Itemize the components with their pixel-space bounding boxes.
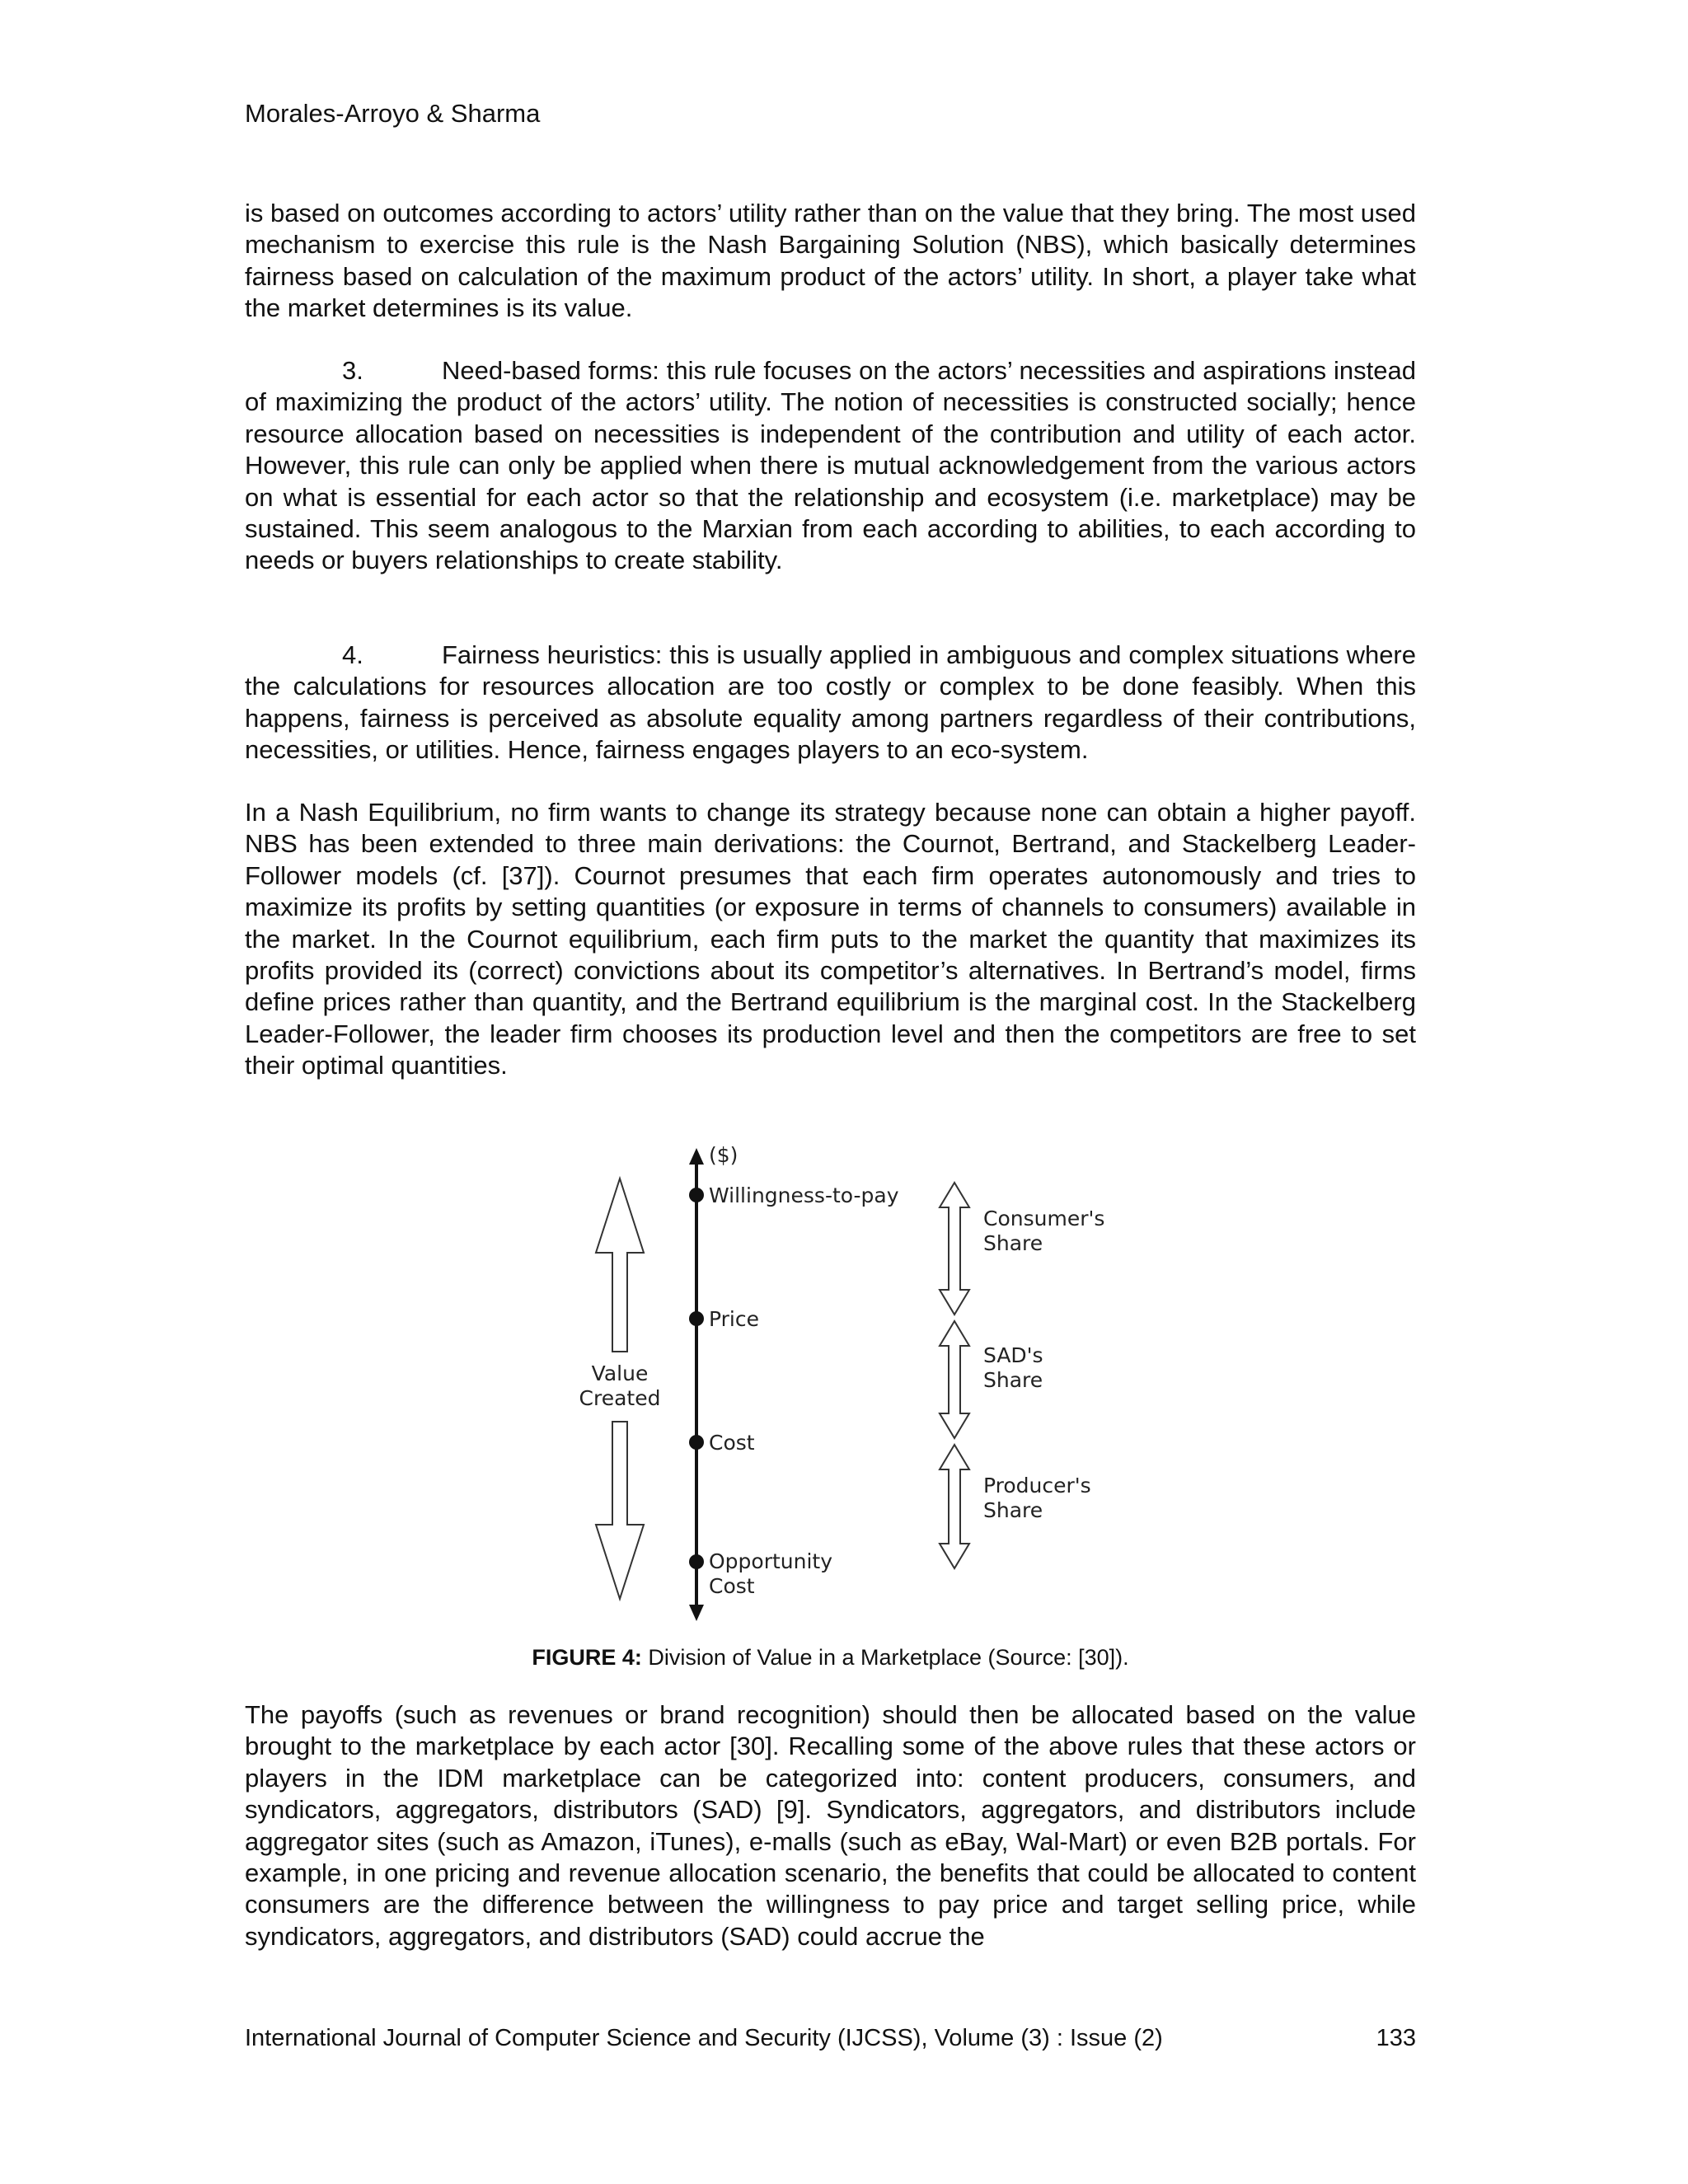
producer-share-label-line2: Share: [983, 1498, 1043, 1522]
value-created-label-line2: Created: [579, 1386, 661, 1410]
list-item-fairness-heuristics: [245, 640, 1416, 766]
label-opportunity-cost: Cost: [709, 1574, 755, 1598]
label-cost: Cost: [709, 1431, 755, 1455]
list-item-need-based: [245, 355, 1416, 577]
label-willingness-to-pay: Willingness-to-pay: [709, 1183, 899, 1207]
paragraph-nbs: is based on outcomes according to actors’ utility rather than on the value that they bring. The most used mechanism to exercise this rule is the Nash Bargaining Solution (NBS), which basically determines fairness based on calculation of the maximum product of the actors’ utility. In short, a player take what the market determines is its value.: [245, 199, 1416, 323]
point-price: [689, 1311, 704, 1326]
axis-arrow-up-icon: [689, 1148, 704, 1165]
consumer-share-label: Consumer's: [983, 1207, 1105, 1230]
producer-share-label: Producer's: [983, 1474, 1091, 1497]
value-created-arrow-up-icon: [596, 1179, 644, 1352]
label-opportunity: Opportunity: [709, 1549, 833, 1573]
producer-share-arrow-icon: [940, 1445, 969, 1568]
list-item-text: Need-based forms: this rule focuses on the actors’ necessities and aspirations instead of maximizing the product of the actors’ utility. The notion of necessities is constructed socially; hence resource allocation based on necessities is independent of the contribution and utility of each actor. However, this rule can only be applied when there is mutual acknowledgement from the various actors on what is essential for each actor so that the relationship and ecosystem (i.e. marketplace) may be sustained. This seem analogous to the Marxian from each according to abilities, to each according to needs or buyers relationships to create stability.: [245, 356, 1416, 575]
list-number: 3.: [342, 356, 363, 385]
point-opportunity-cost: [689, 1554, 704, 1569]
point-cost: [689, 1435, 704, 1450]
value-created-arrow-down-icon: [596, 1422, 644, 1599]
list-item-text: Fairness heuristics: this is usually applied in ambiguous and complex situations where the calculations for resources allocation are too costly or complex to be done feasibly. When this happens, fairness is perceived as absolute equality among partners regardless of their contributions, necessities, or utilities. Hence, fairness engages players to an eco-system.: [245, 640, 1416, 765]
consumer-share-label-line2: Share: [983, 1231, 1043, 1255]
sad-share-label: SAD's: [983, 1343, 1043, 1367]
value-division-diagram: [528, 1141, 1162, 1636]
journal-citation: International Journal of Computer Science and Security (IJCSS), Volume (3) : Issue (2): [245, 2025, 1163, 2051]
point-willingness-to-pay: [689, 1188, 704, 1202]
figure-caption: [245, 1643, 1416, 1672]
paragraph-payoffs: The payoffs (such as revenues or brand recognition) should then be allocated based on the value brought to the marketplace by each actor [30]. Recalling some of the above rules that these actors or players in the IDM marketplace can be categorized into: content producers, consumers, and syndicators, aggregators, distributors (SAD) [9]. Syndicators, aggregators, and distributors include aggregator sites (such as Amazon, iTunes), e-malls (such as eBay, Wal-Mart) or even B2B portals. For example, in one pricing and revenue allocation scenario, the benefits that could be allocated to content consumers are the difference between the willingness to pay price and target selling price, while syndicators, aggregators, and distributors (SAD) could accrue the: [245, 1700, 1416, 1951]
axis-label: ($): [709, 1143, 738, 1167]
list-number: 4.: [342, 640, 363, 669]
paragraph-nash-equilibrium: In a Nash Equilibrium, no firm wants to change its strategy because none can obtain a higher payoff. NBS has been extended to three main derivations: the Cournot, Bertrand, and Stackelberg Leader-Follower models (cf. [37]). Cournot presumes that each firm operates autonomously and tries to maximize its profits by setting quantities (or exposure in terms of channels to consumers) available in the market. In the Cournot equilibrium, each firm puts to the market the quantity that maximizes its profits provided its (correct) convictions about its competitor’s alternatives. In Bertrand’s model, firms define prices rather than quantity, and the Bertrand equilibrium is the marginal cost. In the Stackelberg Leader-Follower, the leader firm chooses its production level and then the competitors are free to set their optimal quantities.: [245, 798, 1416, 1080]
axis-arrow-down-icon: [689, 1605, 704, 1621]
value-created-label: Value: [591, 1361, 649, 1385]
consumer-share-arrow-icon: [940, 1183, 969, 1315]
figure-caption-text: Division of Value in a Marketplace (Source: [30]).: [641, 1645, 1129, 1670]
label-price: Price: [709, 1307, 759, 1331]
page-footer: [245, 2023, 1416, 2053]
figure-caption-label: FIGURE 4:: [532, 1645, 642, 1670]
page-number: 133: [1376, 2025, 1416, 2051]
sad-share-label-line2: Share: [983, 1368, 1043, 1392]
figure-division-of-value: [528, 1141, 1162, 1636]
running-header: Morales-Arroyo & Sharma: [245, 99, 541, 128]
sad-share-arrow-icon: [940, 1321, 969, 1438]
